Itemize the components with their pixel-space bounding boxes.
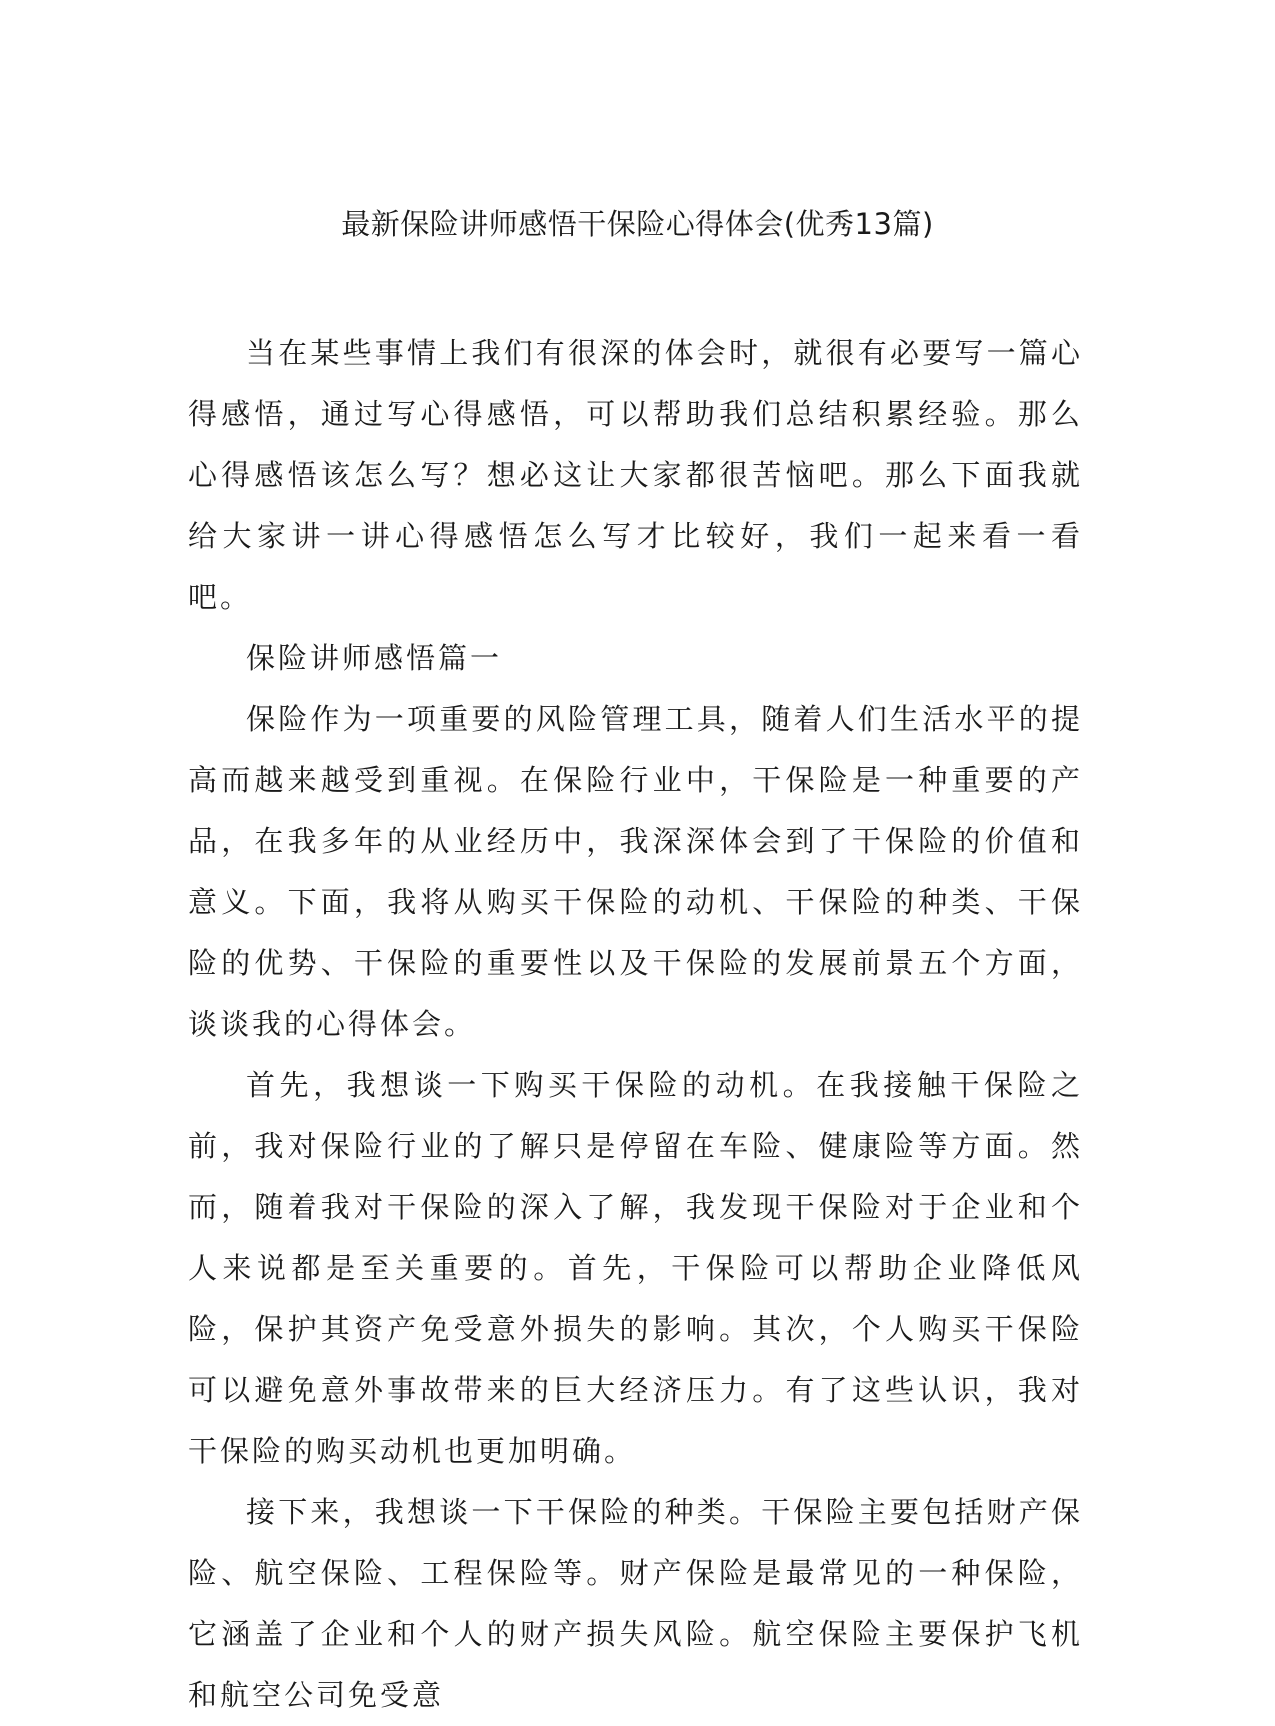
document-body bbox=[188, 323, 1083, 1726]
intro-paragraph: 当在某些事情上我们有很深的体会时，就很有必要写一篇心得感悟，通过写心得感悟，可以帮助我们总结积累经验。那么心得感悟该怎么写？想必这让大家都很苦恼吧。那么下面我就给大家讲一讲心得感悟怎么写才比较好，我们一起来看一看吧。 bbox=[188, 336, 1083, 614]
body-paragraph: 保险作为一项重要的风险管理工具，随着人们生活水平的提高而越来越受到重视。在保险行业中，干保险是一种重要的产品，在我多年的从业经历中，我深深体会到了干保险的价值和意义。下面，我将从购买干保险的动机、干保险的种类、干保险的优势、干保险的重要性以及干保险的发展前景五个方面，谈谈我的心得体会。 bbox=[188, 702, 1083, 1041]
body-paragraph: 接下来，我想谈一下干保险的种类。干保险主要包括财产保险、航空保险、工程保险等。财产保险是最常见的一种保险，它涵盖了企业和个人的财产损失风险。航空保险主要保护飞机和航空公司免受意 bbox=[188, 1495, 1083, 1712]
document-title: 最新保险讲师感悟干保险心得体会(优秀13篇) bbox=[341, 207, 934, 241]
section-heading: 保险讲师感悟篇一 bbox=[246, 641, 503, 675]
body-paragraph: 首先，我想谈一下购买干保险的动机。在我接触干保险之前，我对保险行业的了解只是停留在车险、健康险等方面。然而，随着我对干保险的深入了解，我发现干保险对于企业和个人来说都是至关重要的。首先，干保险可以帮助企业降低风险，保护其资产免受意外损失的影响。其次，个人购买干保险可以避免意外事故带来的巨大经济压力。有了这些认识，我对干保险的购买动机也更加明确。 bbox=[188, 1068, 1083, 1468]
